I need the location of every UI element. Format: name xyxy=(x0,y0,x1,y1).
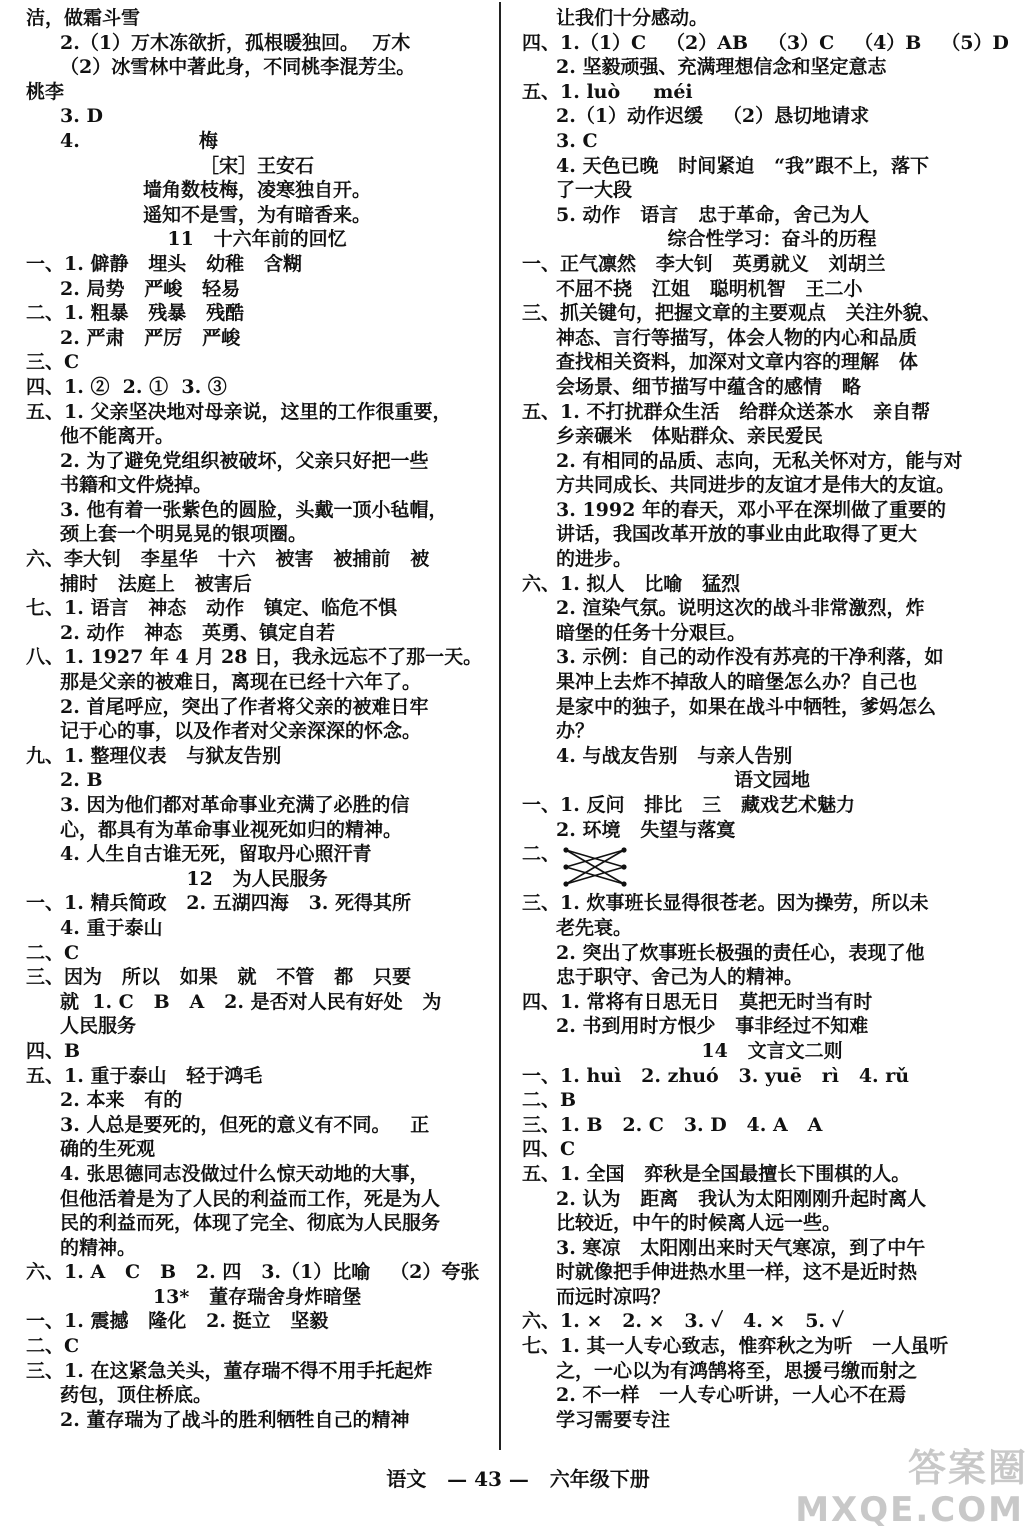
answer-line xyxy=(522,178,1022,203)
answer-line xyxy=(26,301,488,326)
answer-text: 忠于职守、舍己为人的精神。 xyxy=(556,966,804,989)
answer-text: 3. 1992 年的春天，邓小平在深圳做了重要的 xyxy=(556,498,946,521)
answer-line xyxy=(26,768,488,793)
answer-line xyxy=(522,1236,1022,1261)
answer-line xyxy=(522,301,1022,326)
answer-line xyxy=(522,1334,1022,1359)
answer-line xyxy=(522,424,1022,449)
answer-line xyxy=(522,1137,1022,1162)
answer-text: 时就像把手伸进热水里一样，这不是近时热 xyxy=(556,1261,918,1284)
answer-text: 2. 董存瑞为了战斗的胜利牺牲自己的精神 xyxy=(60,1408,410,1431)
answer-text: 之，一心以为有鸿鹄将至，思援弓缴而射之 xyxy=(556,1359,918,1382)
answer-text: 老先衰。 xyxy=(556,916,633,939)
answer-line xyxy=(26,645,488,670)
matching-dot xyxy=(563,865,568,870)
answer-text: 确的生死观 xyxy=(60,1138,156,1161)
answer-text: 11 十六年前的回忆 xyxy=(167,228,347,251)
answer-line xyxy=(522,1064,1022,1089)
answer-line xyxy=(26,941,488,966)
answer-text: 三、1. B 2. C 3. D 4. A A xyxy=(522,1113,823,1136)
matching-lines-diagram xyxy=(560,844,630,890)
answer-line xyxy=(522,154,1022,179)
page-footer: 语文 — 43 — 六年级下册 xyxy=(386,1467,650,1491)
answer-text: 3. C xyxy=(556,129,598,152)
answer-line xyxy=(522,621,1022,646)
answer-line xyxy=(522,1285,1022,1310)
answer-line xyxy=(522,326,1022,351)
answer-line xyxy=(522,277,1022,302)
answer-line xyxy=(522,572,1022,597)
answer-text: 五、1. 父亲坚决地对母亲说，这里的工作很重要， xyxy=(26,400,452,423)
answer-text: 2. 为了避免党组织被破坏，父亲只好把一些 xyxy=(60,449,429,472)
answer-line xyxy=(26,818,488,843)
answer-text: 3. D xyxy=(60,105,103,128)
answer-text: 那是父亲的被难日，离现在已经十六年了。 xyxy=(60,671,422,694)
answer-text: 人民服务 xyxy=(60,1015,137,1038)
answer-line xyxy=(26,990,488,1015)
answer-text: 学习需要专注 xyxy=(556,1408,671,1431)
answer-text: 记于心的事，以及作者对父亲深深的怀念。 xyxy=(60,720,422,743)
answer-text: 神态、言行等描写，体会人物的内心和品质 xyxy=(556,326,918,349)
answer-line xyxy=(522,1408,1022,1433)
answer-line xyxy=(522,793,1022,818)
answer-text: 二、C xyxy=(26,1335,80,1358)
answer-line xyxy=(522,80,1022,105)
answer-line xyxy=(26,522,488,547)
answer-text: 2. 本来 有的 xyxy=(60,1089,183,1112)
answer-text: 二、 xyxy=(522,843,561,866)
answer-line xyxy=(26,621,488,646)
answer-line xyxy=(522,744,1022,769)
answer-text: 3. 他有着一张紫色的圆脸，头戴一顶小毡帽， xyxy=(60,498,448,521)
answer-text: 药包，顶住桥底。 xyxy=(60,1384,213,1407)
answer-text: 一、正气凛然 李大钊 英勇就义 刘胡兰 xyxy=(522,252,886,275)
answer-text: 2. B xyxy=(60,769,103,792)
answer-line xyxy=(26,80,488,105)
answer-line xyxy=(522,965,1022,990)
answer-text: 就 1. C B A 2. 是否对人民有好处 为 xyxy=(60,990,442,1013)
answer-text: 4. 人生自古谁无死，留取丹心照汗青 xyxy=(60,843,372,866)
answer-line xyxy=(26,277,488,302)
answer-line xyxy=(26,916,488,941)
answer-line xyxy=(26,350,488,375)
answer-line xyxy=(26,375,488,400)
answer-text: 二、B xyxy=(522,1089,577,1112)
answer-text: 书籍和文件烧掉。 xyxy=(60,474,213,497)
answer-line xyxy=(26,1064,488,1089)
answer-text: ［宋］王安石 xyxy=(199,154,314,177)
answer-text: 三、1. 在这紧急关头，董存瑞不得不用手托起炸 xyxy=(26,1359,433,1382)
answer-text: 四、1. ② 2. ① 3. ③ xyxy=(26,375,227,398)
answer-line xyxy=(522,1014,1022,1039)
answer-line xyxy=(26,6,488,31)
answer-line xyxy=(522,645,1022,670)
answer-text: 5. 动作 语言 忠于革命，舍己为人 xyxy=(556,203,870,226)
answer-text: 综合性学习：奋斗的历程 xyxy=(667,228,877,251)
answer-text: 3. 寒凉 太阳刚出来时天气寒凉，到了中午 xyxy=(556,1236,926,1259)
answer-text: 4. 梅 xyxy=(60,129,218,152)
answer-text: 4. 重于泰山 xyxy=(60,916,163,939)
answer-text: 三、1. 炊事班长显得很苍老。因为操劳，所以未 xyxy=(522,892,929,915)
answer-line xyxy=(522,6,1022,31)
answer-line xyxy=(26,867,488,892)
answer-line xyxy=(26,1137,488,1162)
answer-line xyxy=(522,1162,1022,1187)
answer-text: 而远时凉吗？ xyxy=(556,1285,671,1308)
answer-line xyxy=(26,400,488,425)
matching-dot xyxy=(621,865,626,870)
answer-line xyxy=(26,1309,488,1334)
answer-line xyxy=(522,227,1022,252)
answer-line xyxy=(522,55,1022,80)
answer-line xyxy=(522,1383,1022,1408)
answer-text: 2. 认为 距离 我认为太阳刚刚升起时离人 xyxy=(556,1187,927,1210)
answer-text: 果冲上去炸不掉敌人的暗堡怎么办？自己也 xyxy=(556,671,918,694)
answer-line xyxy=(26,1039,488,1064)
answer-line xyxy=(26,326,488,351)
answer-text: 办？ xyxy=(556,720,595,743)
answer-line xyxy=(522,1113,1022,1138)
answer-line xyxy=(26,178,488,203)
answer-text: 八、1. 1927 年 4 月 28 日，我永远忘不了那一天。 xyxy=(26,646,483,669)
matching-dot xyxy=(563,882,568,887)
answer-text: 四、C xyxy=(522,1138,576,1161)
answer-text: 颈上套一个明晃晃的银项圈。 xyxy=(60,523,308,546)
answer-line xyxy=(26,473,488,498)
answer-text: 让我们十分感动。 xyxy=(556,7,709,29)
answer-line xyxy=(522,670,1022,695)
answer-text: 查找相关资料，加深对文章内容的理解 体 xyxy=(556,351,918,374)
answer-text: 墙角数枝梅，凌寒独自开。 xyxy=(142,179,371,202)
answer-text: 心，都具有为革命事业视死如归的精神。 xyxy=(60,818,403,841)
answer-line xyxy=(26,129,488,154)
answer-text: 比较近，中午的时候离人远一些。 xyxy=(556,1212,842,1235)
answer-line xyxy=(522,449,1022,474)
answer-text: 七、1. 语言 神态 动作 镇定、临危不惧 xyxy=(26,597,397,620)
answer-text: 二、1. 粗暴 残暴 残酷 xyxy=(26,302,245,325)
answer-text: 2. 渲染气氛。说明这次的战斗非常激烈，炸 xyxy=(556,597,925,620)
answer-line xyxy=(26,695,488,720)
answer-text: 2. 不一样 一人专心听讲，一人心不在焉 xyxy=(556,1384,907,1407)
answer-text: 三、抓关键句，把握文章的主要观点 关注外貌、 xyxy=(522,302,941,325)
answer-line xyxy=(522,768,1022,793)
answer-line xyxy=(522,1309,1022,1334)
answer-line xyxy=(522,522,1022,547)
answer-text: 五、1. luò méi xyxy=(522,80,693,103)
answer-text: 一、1. 僻静 埋头 幼稚 含糊 xyxy=(26,252,302,275)
answer-line xyxy=(522,104,1022,129)
answer-line xyxy=(522,1211,1022,1236)
answer-text: 方共同成长、共同进步的友谊才是伟大的友谊。 xyxy=(556,474,956,497)
answer-line xyxy=(26,31,488,56)
answer-line xyxy=(26,203,488,228)
answer-text: 乡亲碾米 体贴群众、亲民爱民 xyxy=(556,425,823,448)
answer-text: 2. 有相同的品质、志向，无私关怀对方，能与对 xyxy=(556,449,963,472)
answer-line xyxy=(522,719,1022,744)
answer-text: 遥知不是雪，为有暗香来。 xyxy=(142,203,371,226)
answer-line xyxy=(522,473,1022,498)
answer-line xyxy=(522,695,1022,720)
answer-line xyxy=(522,375,1022,400)
answer-line xyxy=(26,1260,488,1285)
answer-line xyxy=(26,104,488,129)
answer-line xyxy=(522,1088,1022,1113)
right-column xyxy=(522,6,1022,1432)
answer-line xyxy=(522,498,1022,523)
answer-text: 五、1. 重于泰山 轻于鸿毛 xyxy=(26,1064,263,1087)
answer-text: 三、因为 所以 如果 就 不管 都 只要 xyxy=(26,966,412,989)
answer-line xyxy=(26,670,488,695)
answer-text: 3. 因为他们都对革命事业充满了必胜的信 xyxy=(60,794,410,816)
answer-text: 2. 动作 神态 英勇、镇定自若 xyxy=(60,621,336,644)
answer-text: 不屈不挠 江姐 聪明机智 王二小 xyxy=(556,277,863,300)
answer-text: 2.（1）动作迟缓 （2）恳切地请求 xyxy=(556,105,870,128)
answer-line xyxy=(26,252,488,277)
answer-text: 14 文言文二则 xyxy=(701,1039,843,1062)
answer-text: 一、1. 震撼 隆化 2. 挺立 坚毅 xyxy=(26,1310,329,1333)
answer-line xyxy=(26,154,488,179)
answer-text: 四、B xyxy=(26,1039,81,1062)
answer-text: 暗堡的任务十分艰巨。 xyxy=(556,621,747,644)
answer-text: 2. 突出了炊事班长极强的责任心，表现了他 xyxy=(556,941,925,964)
answer-text: 4. 天色已晚 时间紧迫 “我”跟不上，落下 xyxy=(556,154,929,177)
answer-text: 四、1. 常将有日思无日 莫把无时当有时 xyxy=(522,990,873,1013)
answer-line xyxy=(26,547,488,572)
answer-line xyxy=(522,1359,1022,1384)
answer-text: 六、1. A C B 2. 四 3.（1）比喻 （2）夸张 xyxy=(26,1261,480,1284)
answer-text: 12 为人民服务 xyxy=(186,867,328,890)
matching-dot xyxy=(621,882,626,887)
answer-line xyxy=(522,203,1022,228)
answer-line xyxy=(26,965,488,990)
answer-text: 六、1. × 2. × 3. ✓ 4. × 5. ✓ xyxy=(522,1310,844,1333)
answer-text: 桃李 xyxy=(26,80,65,103)
answer-line xyxy=(26,1088,488,1113)
answer-line xyxy=(26,1408,488,1433)
answer-text: 4. 张思德同志没做过什么惊天动地的大事， xyxy=(60,1162,429,1185)
answer-line xyxy=(522,252,1022,277)
answer-line xyxy=(522,350,1022,375)
answer-text: 讲话，我国改革开放的事业由此取得了更大 xyxy=(556,523,918,546)
watermark-logo-text: 答案圈 xyxy=(907,1446,1028,1490)
answer-line xyxy=(522,596,1022,621)
answer-line xyxy=(26,424,488,449)
column-divider xyxy=(499,2,501,1450)
answer-text: 二、C xyxy=(26,941,80,964)
answer-text: 一、1. huì 2. zhuó 3. yuē rì 4. rǔ xyxy=(522,1064,910,1087)
answer-line xyxy=(26,1359,488,1384)
answer-text: 语文园地 xyxy=(733,769,810,792)
answer-line xyxy=(522,400,1022,425)
answer-line xyxy=(522,129,1022,154)
answer-line xyxy=(26,449,488,474)
answer-text: 2.（1）万木冻欲折，孤根暖独回。 万木 xyxy=(60,31,411,54)
answer-text: 五、1. 全国 弈秋是全国最擅长下围棋的人。 xyxy=(522,1162,911,1185)
answer-line xyxy=(26,55,488,80)
answer-line xyxy=(26,1162,488,1187)
answer-line xyxy=(26,1211,488,1236)
answer-line xyxy=(522,818,1022,843)
answer-text: 五、1. 不打扰群众生活 给群众送茶水 亲自帮 xyxy=(522,400,931,423)
matching-dot xyxy=(563,848,568,853)
answer-text: 三、C xyxy=(26,351,80,374)
answer-text: 捕时 法庭上 被害后 xyxy=(60,572,252,595)
answer-text: （2）冰雪林中著此身，不同桃李混芳尘。 xyxy=(60,56,416,79)
answer-line xyxy=(522,990,1022,1015)
answer-line xyxy=(26,1285,488,1310)
answer-text: 六、1. 拟人 比喻 猛烈 xyxy=(522,572,741,595)
answer-text: 的进步。 xyxy=(556,548,633,571)
answer-text: 13* 董存瑞舍身炸暗堡 xyxy=(152,1285,362,1308)
answer-text: 2. 局势 严峻 轻易 xyxy=(60,277,241,300)
answer-line xyxy=(522,842,1022,867)
answer-text: 3. 人总是要死的，但死的意义有不同。 正 xyxy=(60,1113,430,1136)
left-column xyxy=(26,6,488,1432)
answer-text: 2. 环境 失望与落寞 xyxy=(556,818,736,841)
answer-text: 会场景、细节描写中蕴含的感情 略 xyxy=(556,375,861,398)
answer-text: 九、1. 整理仪表 与狱友告别 xyxy=(26,744,282,767)
answer-line xyxy=(522,1187,1022,1212)
answer-line xyxy=(522,1039,1022,1064)
answer-line xyxy=(26,227,488,252)
answer-text: 六、李大钊 李星华 十六 被害 被捕前 被 xyxy=(26,548,430,571)
answer-text: 四、1.（1）C （2）AB （3）C （4）B （5）D xyxy=(522,31,1009,54)
answer-text: 2. 书到用时方恨少 事非经过不知难 xyxy=(556,1015,869,1038)
answer-text: 2. 严肃 严厉 严峻 xyxy=(60,326,241,349)
answer-line xyxy=(26,1236,488,1261)
matching-dot xyxy=(621,848,626,853)
answer-line xyxy=(26,793,488,818)
answer-line xyxy=(26,498,488,523)
answer-text: 4. 与战友告别 与亲人告别 xyxy=(556,744,793,767)
answer-line xyxy=(26,596,488,621)
answer-text: 2. 坚毅顽强、充满理想信念和坚定意志 xyxy=(556,56,887,79)
answer-text: 的精神。 xyxy=(60,1236,137,1259)
answer-text: 但他活着是为了人民的利益而工作，死是为人 xyxy=(60,1187,441,1210)
answer-text: 2. 首尾呼应，突出了作者将父亲的被难日牢 xyxy=(60,695,429,718)
answer-line xyxy=(522,31,1022,56)
answer-text: 是家中的独子，如果在战斗中牺牲，爹妈怎么 xyxy=(556,695,937,718)
answer-line xyxy=(26,719,488,744)
answer-line xyxy=(26,1014,488,1039)
answer-line xyxy=(26,1187,488,1212)
answer-line xyxy=(26,891,488,916)
answer-line xyxy=(522,547,1022,572)
answer-text: 3. 示例：自己的动作没有苏亮的干净利落，如 xyxy=(556,646,944,669)
answer-line xyxy=(26,1383,488,1408)
answer-text: 一、1. 反问 排比 三 藏戏艺术魅力 xyxy=(522,794,855,816)
answer-text: 了一大段 xyxy=(556,179,633,202)
answer-line xyxy=(522,916,1022,941)
answer-text: 七、1. 其一人专心致志，惟弈秋之为听 一人虽听 xyxy=(522,1335,949,1358)
answer-line xyxy=(26,744,488,769)
answer-text: 一、1. 精兵简政 2. 五湖四海 3. 死得其所 xyxy=(26,892,412,915)
answer-line xyxy=(26,572,488,597)
answer-text: 他不能离开。 xyxy=(60,425,175,448)
answer-line xyxy=(522,891,1022,916)
answer-line xyxy=(522,1260,1022,1285)
watermark-url: MXQE.COM xyxy=(795,1490,1024,1530)
answer-text: 洁，做霜斗雪 xyxy=(26,7,141,29)
answer-line xyxy=(26,1334,488,1359)
answer-line xyxy=(522,941,1022,966)
answer-line xyxy=(26,842,488,867)
answer-text: 民的利益而死，体现了完全、彻底为人民服务 xyxy=(60,1212,441,1235)
answer-line xyxy=(26,1113,488,1138)
